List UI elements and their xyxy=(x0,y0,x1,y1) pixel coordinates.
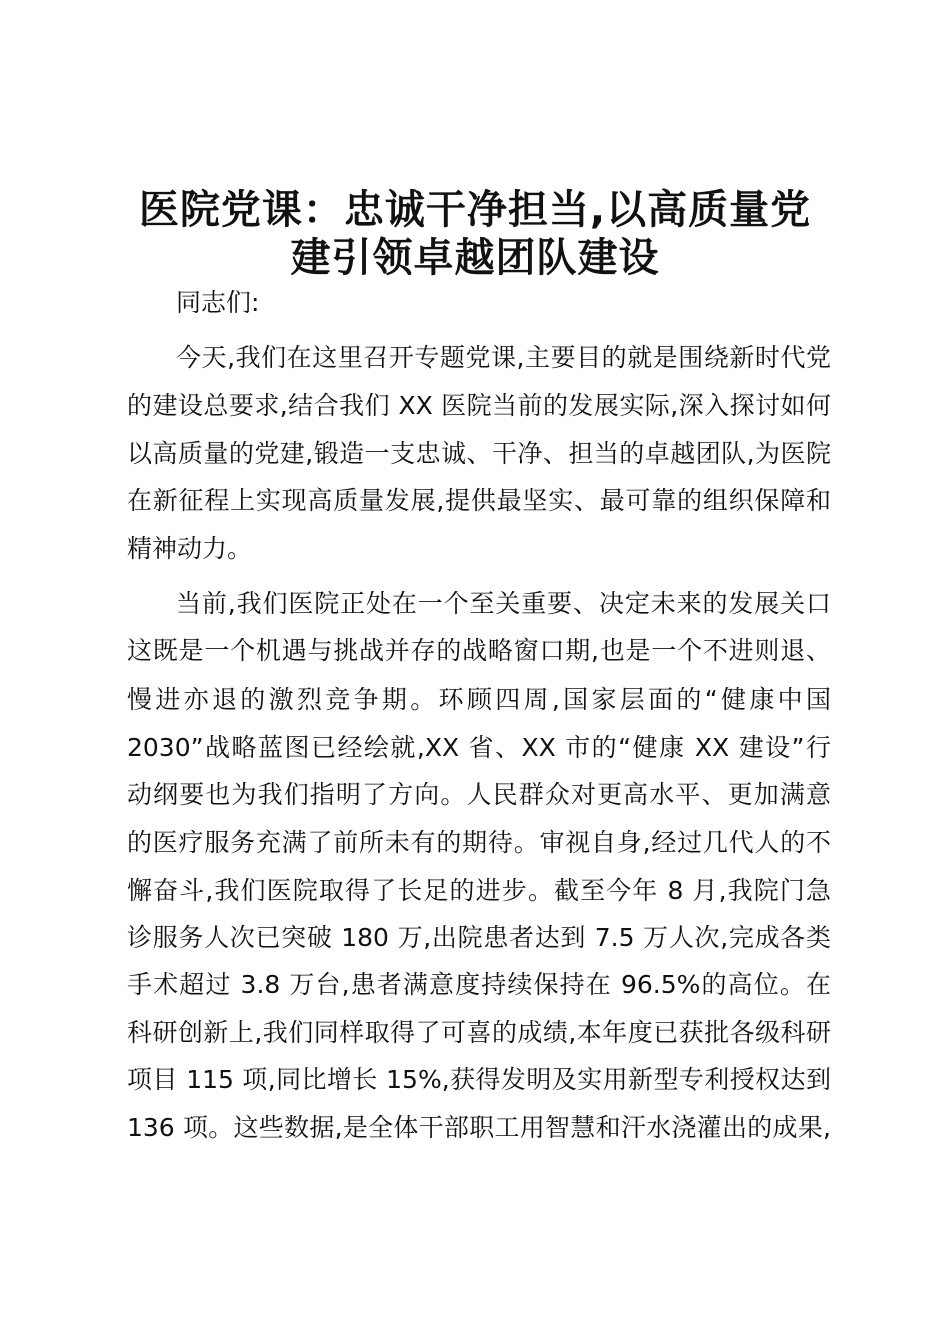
paragraph-line: 在新征程上实现高质量发展,提供最坚实、最可靠的组织保障和 xyxy=(127,486,831,515)
paragraph-line: 今天,我们在这里召开专题党课,主要目的就是围绕新时代党 xyxy=(176,343,831,372)
paragraph-line: 以高质量的党建,锻造一支忠诚、干净、担当的卓越团队,为医院 xyxy=(127,439,831,468)
paragraph-line: 诊服务人次已突破 180 万,出院患者达到 7.5 万人次,完成各类 xyxy=(127,923,831,952)
paragraph-line: 手术超过 3.8 万台,患者满意度持续保持在 96.5%的高位。在 xyxy=(127,970,831,999)
salutation: 同志们: xyxy=(176,288,260,317)
paragraph-line: 精神动力。 xyxy=(127,534,253,563)
paragraph-line: 科研创新上,我们同样取得了可喜的成绩,本年度已获批各级科研 xyxy=(127,1018,831,1047)
paragraph-line: 这既是一个机遇与挑战并存的战略窗口期,也是一个不进则退、 xyxy=(127,636,831,665)
paragraph-line: 的建设总要求,结合我们 XX 医院当前的发展实际,深入探讨如何 xyxy=(127,391,831,420)
paragraph-line: 当前,我们医院正处在一个至关重要、决定未来的发展关口 xyxy=(176,589,831,618)
paragraph-line: 项目 115 项,同比增长 15%,获得发明及实用新型专利授权达到 xyxy=(127,1065,831,1094)
document-title-line-2: 建引领卓越团队建设 xyxy=(290,235,660,281)
paragraph-line: 2030”战略蓝图已经绘就,XX 省、XX 市的“健康 XX 建设”行 xyxy=(127,733,831,762)
document-title-line-1: 医院党课：忠诚干净担当,以高质量党 xyxy=(138,187,812,233)
paragraph-line: 的医疗服务充满了前所未有的期待。审视自身,经过几代人的不 xyxy=(127,828,831,857)
paragraph-line: 136 项。这些数据,是全体干部职工用智慧和汗水浇灌出的成果, xyxy=(127,1113,831,1142)
paragraph-line: 动纲要也为我们指明了方向。人民群众对更高水平、更加满意 xyxy=(127,780,831,809)
paragraph-line: 懈奋斗,我们医院取得了长足的进步。截至今年 8 月,我院门急 xyxy=(127,876,831,905)
paragraph-line: 慢进亦退的激烈竞争期。环顾四周,国家层面的“健康中国 xyxy=(127,685,831,714)
